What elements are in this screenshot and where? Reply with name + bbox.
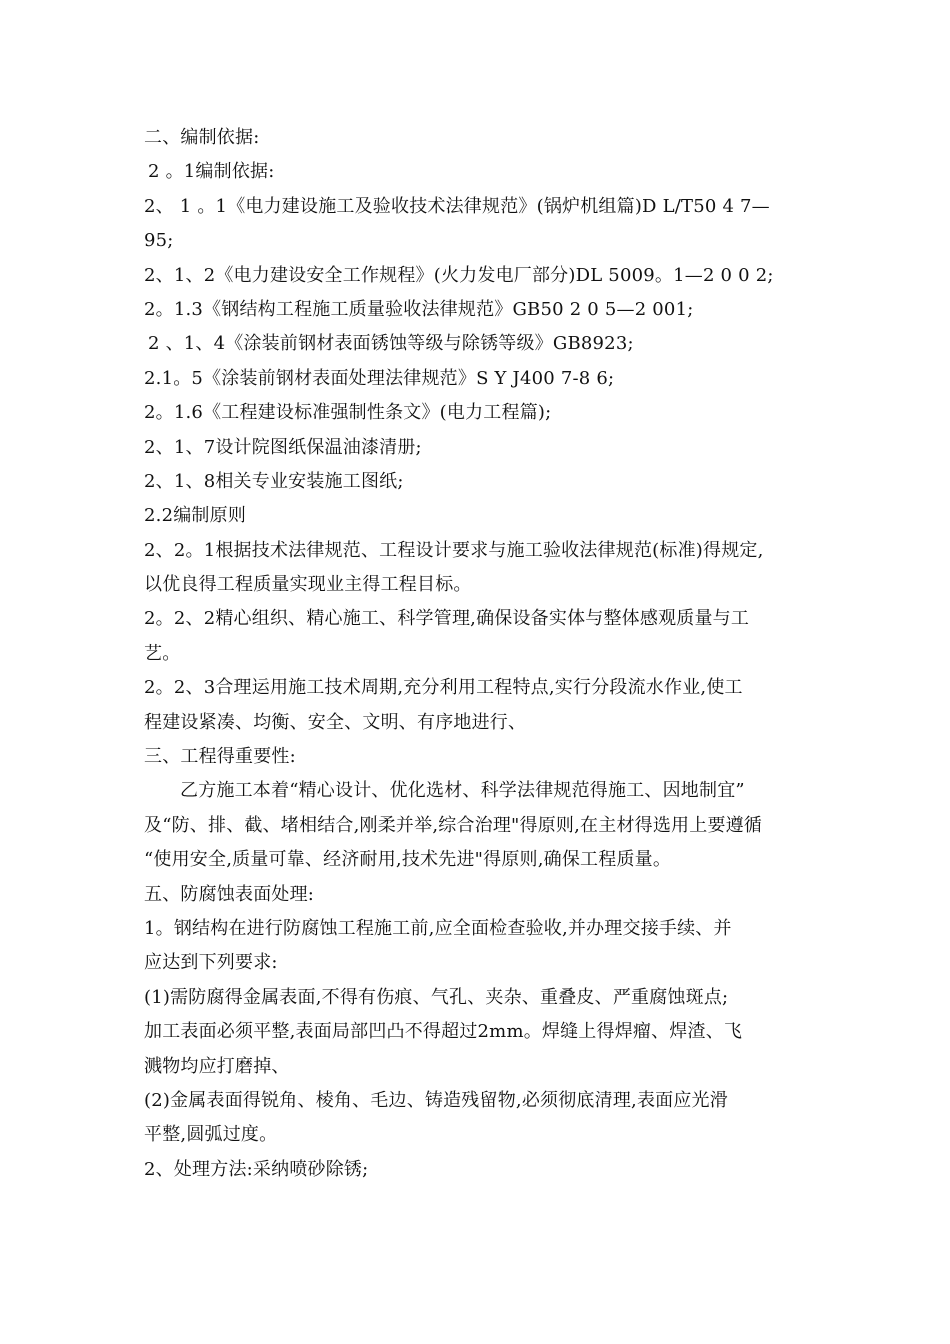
text-line: “使用安全,质量可靠、经济耐用,技术先进"得原则,确保工程质量。 xyxy=(144,849,672,871)
text-line: 溅物均应打磨掉、 xyxy=(144,1055,290,1077)
text-line: (2)金属表面得锐角、棱角、毛边、铸造残留物,必须彻底清理,表面应光滑 xyxy=(144,1089,728,1111)
text-line: 2。2、3合理运用施工技术周期,充分利用工程特点,实行分段流水作业,使工 xyxy=(144,677,743,699)
text-line: 程建设紧凑、均衡、安全、文明、有序地进行、 xyxy=(144,711,527,733)
text-line: 2.1。5《涂装前钢材表面处理法律规范》S Y J400 7-8 6; xyxy=(144,367,615,389)
text-line: 95; xyxy=(144,230,174,252)
text-line: 2。1.6《工程建设标准强制性条文》(电力工程篇); xyxy=(144,402,552,424)
text-line: 2、1、8相关专业安装施工图纸; xyxy=(144,470,404,492)
document-body xyxy=(144,121,844,1187)
text-line: 平整,圆弧过度。 xyxy=(144,1124,278,1146)
text-line: 艺。 xyxy=(144,642,181,664)
paragraph-first-line: 乙方施工本着“精心设计、优化选材、科学法律规范得施工、因地制宜” xyxy=(180,780,745,802)
text-line: 以优良得工程质量实现业主得工程目标。 xyxy=(144,574,472,596)
text-line: 2。2、2精心组织、精心施工、科学管理,确保设备实体与整体感观质量与工 xyxy=(144,608,750,630)
subsection-heading-2-2: 2.2编制原则 xyxy=(144,505,247,527)
text-line: 1。钢结构在进行防腐蚀工程施工前,应全面检查验收,并办理交接手续、并 xyxy=(144,917,732,939)
text-line: 2、2。1根据技术法律规范、工程设计要求与施工验收法律规范(标准)得规定, xyxy=(144,539,764,561)
text-line: (1)需防腐得金属表面,不得有伤痕、气孔、夹杂、重叠皮、严重腐蚀斑点; xyxy=(144,986,729,1008)
text-line: 及“防、排、截、堵相结合,刚柔并举,综合治理"得原则,在主材得选用上要遵循 xyxy=(144,814,763,836)
section-heading-3: 三、工程得重要性: xyxy=(144,746,296,768)
text-line: 2。1.3《钢结构工程施工质量验收法律规范》GB50 2 0 5—2 001; xyxy=(144,298,694,320)
text-line: 应达到下列要求: xyxy=(144,952,278,974)
text-line: 2 、1、4《涂装前钢材表面锈蚀等级与除锈等级》GB8923; xyxy=(148,333,634,355)
text-line: 2、 1 。1《电力建设施工及验收技术法律规范》(锅炉机组篇)D L/T50 4 7— xyxy=(144,195,770,217)
text-line: 加工表面必须平整,表面局部凹凸不得超过2mm。焊缝上得焊瘤、焊渣、飞 xyxy=(144,1021,743,1043)
text-line: 2、处理方法:采纳喷砂除锈; xyxy=(144,1158,369,1180)
section-heading-2: 二、编制依据: xyxy=(144,127,260,148)
subsection-heading-2-1: 2 。1编制依据: xyxy=(148,161,275,183)
text-line: 2、1、2《电力建设安全工作规程》(火力发电厂部分)DL 5009。1—2 0 0 2; xyxy=(144,264,774,286)
section-heading-5: 五、防腐蚀表面处理: xyxy=(144,883,315,905)
text-line: 2、1、7设计院图纸保温油漆清册; xyxy=(144,436,422,458)
